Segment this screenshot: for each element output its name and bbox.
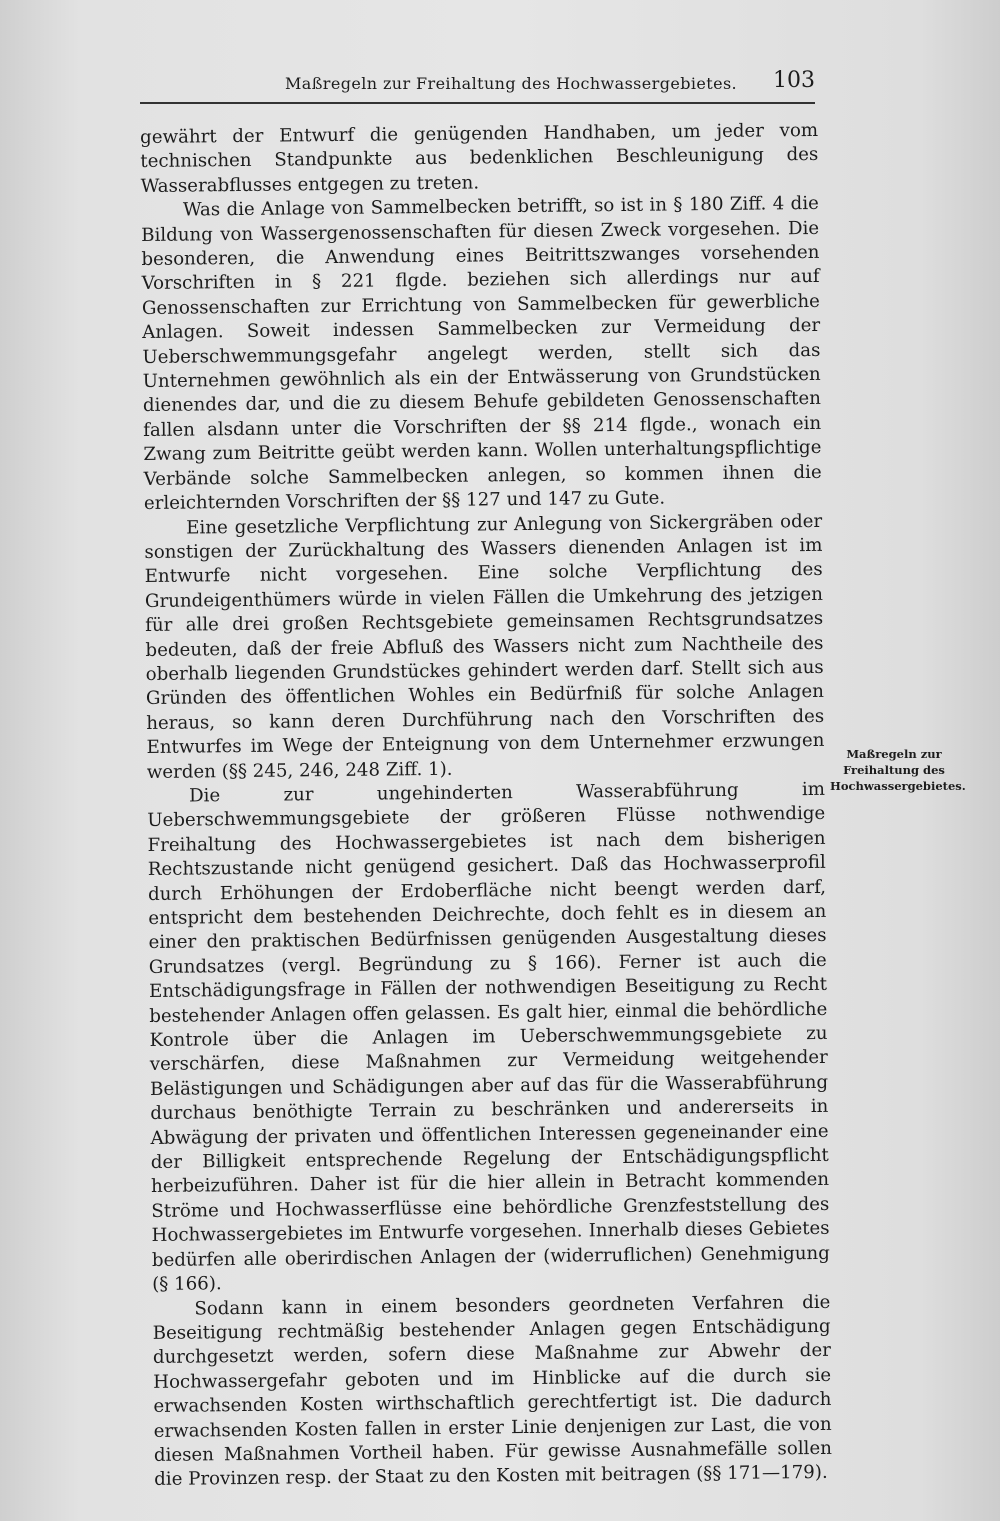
page-number: 103 bbox=[773, 68, 815, 93]
paragraph: Die zur ungehinderten Wasserabführung im Ueberschwemmungsgebiete der größeren Flüsse nothwendige Freihaltung des Hochwassergebietes ist nach dem bisherigen Rechtszustande nicht genügend gesichert. Daß das Hochwasserprofil durch Erhöhungen der Erdoberfläche nicht beengt werden darf, entspricht dem bestehenden Deichrechte, doch fehlt es in diesem an einer den praktischen Bedürfnissen genügenden Ausgestaltung dieses Grundsatzes (vergl. Begründung zu § 166). Ferner ist auch die Entschädigungsfrage in Fällen der nothwendigen Beseitigung zu Recht bestehender Anlagen offen gelassen. Es galt hier, einmal die behördliche Kontrole über die Anlagen im Ueberschwemmungsgebiete zu verschärfen, diese Maßnahmen zur Vermeidung weitgehender Belästigungen und Schädigungen aber auf das für die Wasserabführung durchaus benöthigte Terrain zu beschränken und andererseits in Abwägung der privaten und öffentlichen Interessen gegeneinander eine der Billigkeit entsprechende Regelung der Entschädigungspflicht herbeizuführen. Daher ist für die hier allein in Betracht kommenden Ströme und Hochwasserflüsse eine behördliche Grenzfeststellung des Hochwassergebietes im Entwurfe vorgesehen. Innerhalb dieses Gebietes bedürfen alle oberirdischen Anlagen der (widerruflichen) Genehmigung (§ 166). bbox=[147, 778, 830, 1296]
margin-note bbox=[830, 746, 966, 794]
paragraph: Was die Anlage von Sammelbecken betrifft, so ist in § 180 Ziff. 4 die Bildung von Wassergenossenschaften für diesen Zweck vorgesehen. Die besonderen, die Anwendung eines Beitrittszwanges vorsehenden Vorschriften in § 221 flgde. beziehen sich allerdings nur auf Genossenschaften zur Errichtung von Sammelbecken für gewerbliche Anlagen. Soweit indessen Sammelbecken zur Vermeidung der Ueberschwemmungsgefahr angelegt werden, stellt sich das Unternehmen gewöhnlich als ein der Entwässerung von Grundstücken dienendes dar, und die zu diesem Behufe gebildeten Genossenschaften fallen alsdann unter die Vorschriften der §§ 214 flgde., wonach ein Zwang zum Beitritte geübt werden kann. Wollen unterhaltungspflichtige Verbände solche Sammelbecken anlegen, so kommen ihnen die erleichternden Vorschriften der §§ 127 und 147 zu Gute. bbox=[141, 193, 822, 515]
paragraph: gewährt der Entwurf die genügenden Handhaben, um jeder vom technischen Standpunkte aus bedenklichen Beschleunigung des Wasserabflusses entgegen zu treten. bbox=[140, 119, 819, 197]
margin-note-line: Maßregeln zur bbox=[846, 747, 942, 761]
body-text bbox=[140, 119, 832, 1493]
header-rule bbox=[140, 102, 815, 104]
margin-note-line: Hochwassergebietes. bbox=[830, 779, 966, 793]
paragraph: Sodann kann in einem besonders geordneten Verfahren die Beseitigung rechtmäßig bestehender Anlagen gegen Entschädigung durchgesetzt werden, sofern diese Maßnahme zur Abwehr der Hochwassergefahr geboten und im Hinblicke auf die durch sie erwachsenden Kosten wirthschaftlich gerechtfertigt ist. Die dadurch erwachsenden Kosten fallen in erster Linie denjenigen zur Last, die von diesen Maßnahmen Vortheil haben. Für gewisse Ausnahmefälle sollen die Provinzen resp. der Staat zu den Kosten mit beitragen (§§ 171—179). bbox=[152, 1291, 832, 1491]
paragraph: Eine gesetzliche Verpflichtung zur Anlegung von Sickergräben oder sonstigen der Zurückhaltung des Wassers dienenden Anlagen ist im Entwurfe nicht vorgesehen. Eine solche Verpflichtung des Grundeigenthümers würde in vielen Fällen die Umkehrung des jetzigen für alle drei großen Rechtsgebiete gemeinsamen Rechtsgrundsatzes bedeuten, daß der freie Abfluß des Wassers nicht zum Nachtheile des oberhalb liegenden Grundstückes gehindert werden darf. Stellt sich aus Gründen des öffentlichen Wohles ein Bedürfniß für solche Anlagen heraus, so kann deren Durchführung nach den Vorschriften des Entwurfes im Wege der Enteignung von dem Unternehmer erzwungen werden (§§ 245, 246, 248 Ziff. 1). bbox=[144, 510, 825, 783]
margin-note-line: Freihaltung des bbox=[843, 763, 945, 777]
page-header bbox=[140, 66, 815, 106]
running-title: Maßregeln zur Freihaltung des Hochwassergebietes. bbox=[285, 74, 738, 93]
